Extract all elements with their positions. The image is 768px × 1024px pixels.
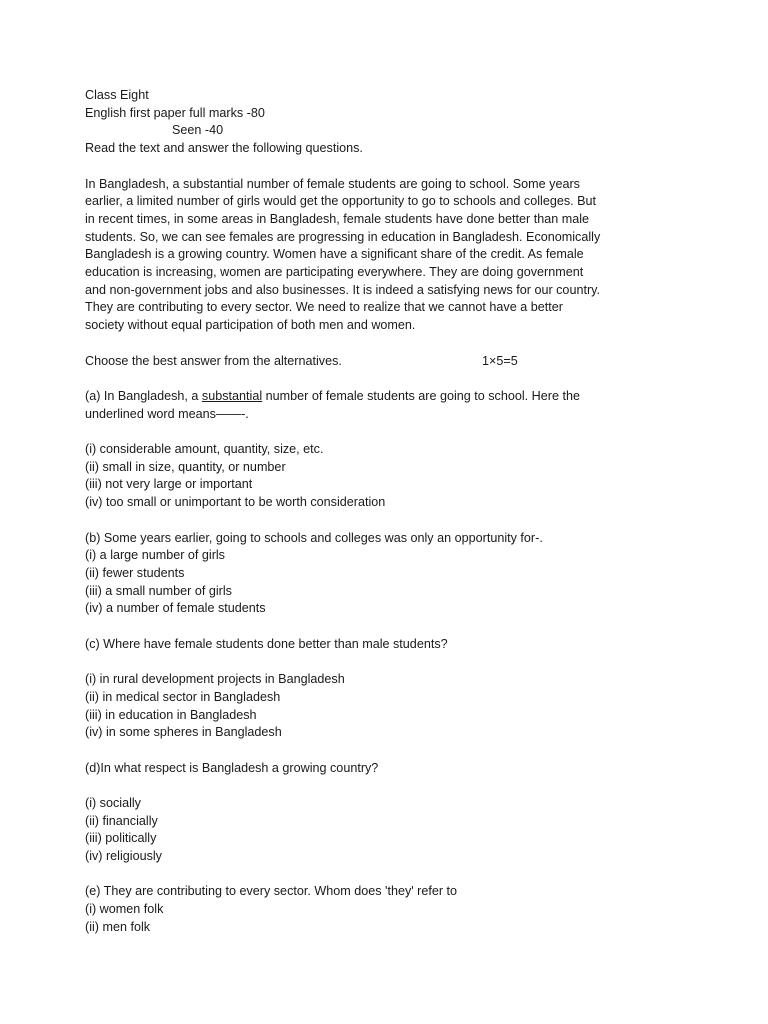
question-e	[85, 883, 725, 936]
seen-label: Seen -40	[172, 123, 224, 138]
option: (iv) a number of female students	[85, 601, 266, 616]
question-c-text: (c) Where have female students done better than male students?	[85, 636, 448, 651]
passage-line: education is increasing, women are participating everywhere. They are doing government	[85, 265, 584, 280]
option: (i) socially	[85, 795, 141, 810]
passage-line: Bangladesh is a growing country. Women have a significant share of the credit. As female	[85, 247, 584, 262]
option: (iv) religiously	[85, 849, 162, 864]
option: (i) in rural development projects in Bangladesh	[85, 672, 345, 687]
section-heading	[85, 353, 725, 371]
passage-line: and non-government jobs and also businesses. It is indeed a satisfying news for our country.	[85, 282, 601, 297]
passage-line: students. So, we can see females are progressing in education in Bangladesh. Economically	[85, 229, 601, 244]
option: (i) considerable amount, quantity, size, etc.	[85, 442, 324, 456]
question-b	[85, 530, 725, 619]
option: (ii) fewer students	[85, 565, 185, 580]
passage-line: earlier, a limited number of girls would get the opportunity to go to schools and colleges. But	[85, 194, 597, 209]
option: (ii) men folk	[85, 919, 151, 934]
passage-line: They are contributing to every sector. We need to realize that we cannot have a better	[85, 300, 563, 315]
question-c	[85, 636, 725, 742]
question-a-before: (a) In Bangladesh, a	[85, 388, 202, 403]
instruction-text: Read the text and answer the following questions.	[85, 141, 363, 156]
option: (ii) financially	[85, 813, 158, 828]
question-a	[85, 388, 725, 512]
option: (iii) politically	[85, 831, 157, 846]
paper-label: English first paper full marks -80	[85, 105, 265, 120]
option: (i) women folk	[85, 902, 164, 917]
question-d-text: (d)In what respect is Bangladesh a growing country?	[85, 760, 379, 775]
question-b-text: (b) Some years earlier, going to schools and colleges was only an opportunity for-.	[85, 530, 543, 545]
option: (ii) in medical sector in Bangladesh	[85, 689, 281, 704]
option: (iii) a small number of girls	[85, 583, 232, 598]
option: (iv) too small or unimportant to be worth consideration	[85, 495, 386, 510]
underlined-word: substantial	[201, 388, 263, 403]
option: (iv) in some spheres in Bangladesh	[85, 725, 282, 740]
question-a-after: number of female students are going to school. Here the	[262, 388, 580, 403]
question-a-line2: underlined word means——-.	[85, 406, 249, 421]
passage	[85, 176, 725, 335]
document-page	[85, 87, 725, 937]
option: (iii) not very large or important	[85, 477, 253, 492]
section-title: Choose the best answer from the alternatives.	[85, 353, 342, 368]
question-a-text	[85, 388, 725, 406]
question-d	[85, 760, 725, 866]
option: (ii) small in size, quantity, or number	[85, 459, 286, 474]
question-e-text: (e) They are contributing to every sector. Whom does 'they' refer to	[85, 884, 458, 899]
passage-line: society without equal participation of both men and women.	[85, 318, 416, 333]
passage-line: in recent times, in some areas in Bangladesh, female students have done better than male	[85, 211, 590, 226]
option: (i) a large number of girls	[85, 548, 225, 563]
option: (iii) in education in Bangladesh	[85, 707, 257, 722]
passage-line: In Bangladesh, a substantial number of female students are going to school. Some years	[85, 176, 580, 191]
class-label: Class Eight	[85, 88, 149, 102]
section-marks: 1×5=5	[482, 353, 518, 368]
